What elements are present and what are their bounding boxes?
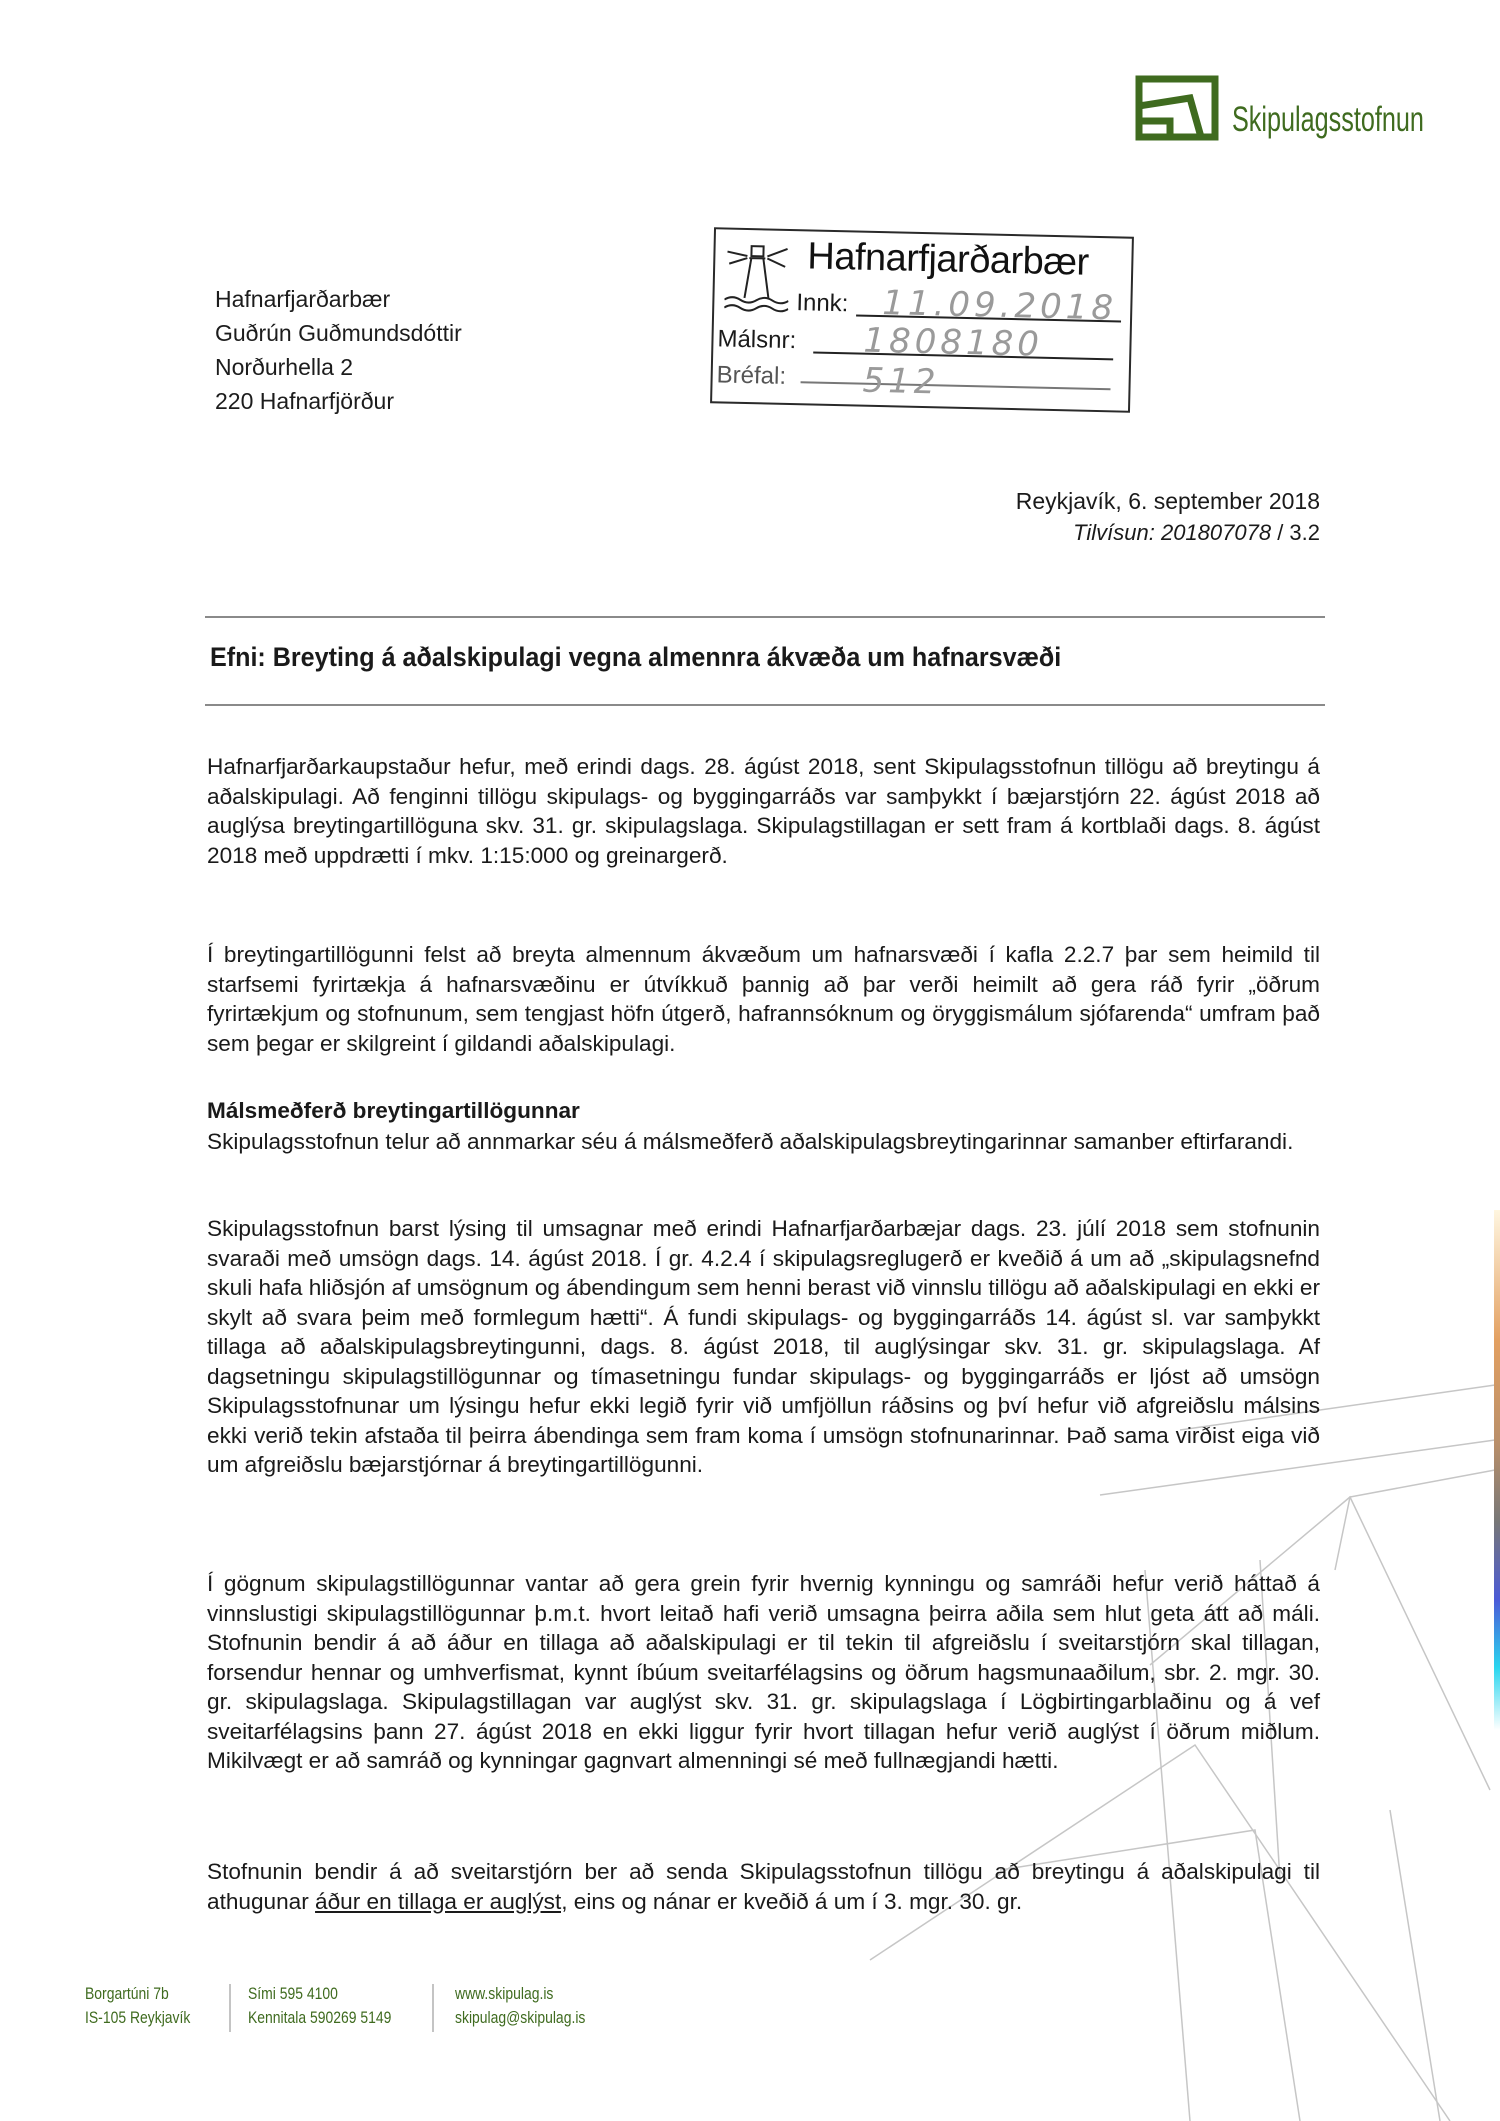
recipient-address: [215, 282, 462, 418]
paragraph-text: [207, 1857, 1320, 1916]
recipient-line: Hafnarfjarðarbær: [215, 286, 391, 312]
body-paragraph-6: [207, 1857, 1320, 1916]
subject-bottom-rule: [205, 704, 1325, 706]
paragraph-text: Skipulagsstofnun barst lýsing til umsagnar með erindi Hafnarfjarðarbæjar dags. 23. júlí 2018 sem stofnunin svaraði með umsögn dags. 14. ágúst 2018. Í gr. 4.2.4 í skipulagsreglugerð er kveðið á um að „skipulagsnefnd skuli hafa hliðsjón af umsögnum og ábendingum sem henni berast við vinnslu tillögu að aðalskipulagi en ekki er skylt að svara þeim með formlegum hætti“. Á fundi skipulags- og byggingarráðs 14. ágúst sl. var samþykkt tillaga að aðalskipulagsbreytingunni, dags. 8. ágúst 2018, til auglýsingar skv. 31. gr. skipulagslaga. Af dagsetningu skipulagstillögunnar og tímasetningu fundar skipulags- og byggingarráðs er ljóst að umsögn Skipulagsstofnunar um lýsingu hefur ekki legið fyrir við umfjöllun ráðsins og því hefur við afgreiðslu málsins ekki verið tekin afstaða til þeirra ábendinga sem fram koma í umsögn stofnunarinnar. Það sama virðist eiga við um afgreiðslu bæjarstjórnar á breytingartillögunni.: [207, 1216, 1320, 1477]
stamp-divider: [801, 381, 1111, 390]
stamp-innk-value: 11.09.2018: [881, 283, 1118, 329]
section-heading: Málsmeðferð breytingartillögunnar: [207, 1098, 580, 1123]
footer-address: [85, 1982, 190, 2030]
stamp-malsnr-label: Málsnr:: [717, 325, 797, 355]
paragraph-text: Skipulagsstofnun telur að annmarkar séu á málsmeðferð aðalskipulagsbreytingarinnar samanber eftirfarandi.: [207, 1129, 1294, 1154]
stamp-malsnr-value: 1808180: [863, 320, 1044, 365]
paragraph-text-part: Stofnunin bendir á að sveitarstjórn ber að senda Skipulagsstofnun tillögu að breytingu á aðalskipulagi til athugunar: [207, 1859, 1320, 1914]
body-paragraph-5: [207, 1569, 1320, 1776]
reference-suffix: / 3.2: [1271, 520, 1320, 545]
stamp-title: Hafnarfjarðarbær: [806, 235, 1090, 284]
body-paragraph-1: [207, 752, 1320, 870]
stamp-innk-label: Innk:: [796, 289, 849, 318]
subject-line: Efni: Breyting á aðalskipulagi vegna almennra ákvæða um hafnarsvæði: [210, 642, 1062, 672]
footer-separator: [432, 1984, 434, 2032]
stamp-brefal-label: Bréfal:: [716, 361, 787, 390]
paragraph-text: Hafnarfjarðarkaupstaður hefur, með erindi dags. 28. ágúst 2018, sent Skipulagsstofnun tillögu að breytingu á aðalskipulagi. Að fenginni tillögu skipulags- og byggingarráðs var samþykkt í bæjarstjórn 22. ágúst 2018 að auglýsa breytingartillöguna skv. 31. gr. skipulagslaga. Skipulagstillagan er sett fram á kortblaði dags. 8. ágúst 2018 með uppdrætti í mkv. 1:15:000 og greinargerð.: [207, 754, 1320, 868]
body-paragraph-3: [207, 1127, 1320, 1157]
received-stamp: [710, 227, 1134, 412]
paragraph-text-part: eins og nánar er kveðið á um í 3. mgr. 30. gr.: [567, 1888, 1023, 1914]
subject-top-rule: [205, 616, 1325, 618]
footer-separator: [229, 1984, 231, 2032]
body-paragraph-4: [207, 1214, 1320, 1480]
paragraph-text: Í gögnum skipulagstillögunnar vantar að gera grein fyrir hvernig kynningu og samráði hefur verið háttað á vinnslustigi skipulagstillögunnar þ.m.t. hvort leitað hafi verið umsagna þeirra aðila sem hlut geta átt að máli. Stofnunin bendir á að áður en tillaga að aðalskipulagi er til tekin til afgreiðslu í sveitarstjórn skal tillagan, forsendur hennar og umhverfismat, kynnt íbúum sveitarfélagsins og öðrum hagsmunaaðilum, sbr. 2. mgr. 30. gr. skipulagslaga. Skipulagstillagan var auglýst skv. 31. gr. skipulagslaga í Lögbirtingarblaðinu og á vef sveitarfélagsins þann 27. ágúst 2018 en ekki liggur fyrir hvort tillagan hefur verið auglýst í öðrum miðlum. Mikilvægt er að samráð og kynningar gagnvart almenningi sé með fullnægjandi hætti.: [207, 1571, 1320, 1773]
footer-contact: [248, 1982, 391, 2030]
paragraph-text: Í breytingartillögunni felst að breyta almennum ákvæðum um hafnarsvæði í kafla 2.2.7 þar sem heimild til starfsemi fyrirtækja á hafnarsvæðinu er útvíkkuð þannig að þar verði heimilt að gera ráð fyrir „öðrum fyrirtækjum og stofnunum, sem tengjast höfn útgerð, hafrannsóknum og öryggismálum sjófarenda“ umfram það sem þegar er skilgreint í gildandi aðalskipulagi.: [207, 942, 1320, 1056]
reference-label: Tilvísun: 201807078: [1073, 520, 1272, 545]
underlined-emphasis: áður en tillaga er auglýst,: [315, 1888, 568, 1914]
footer-kennitala: Kennitala 590269 5149: [248, 2008, 392, 2027]
skipulagsstofnun-logo-icon: [1135, 75, 1219, 141]
body-paragraph-2: [207, 940, 1320, 1058]
organization-name: Skipulagsstofnun: [1232, 100, 1424, 139]
footer-address-line: Borgartúni 7b: [85, 1984, 169, 2003]
footer-phone: Sími 595 4100: [248, 1984, 338, 2003]
recipient-line: 220 Hafnarfjörður: [215, 388, 394, 414]
footer-web: [455, 1982, 585, 2030]
footer-address-line: IS-105 Reykjavík: [85, 2008, 191, 2027]
recipient-line: Guðrún Guðmundsdóttir: [215, 320, 462, 346]
letter-date: Reykjavík, 6. september 2018: [1015, 488, 1320, 514]
footer-website-link[interactable]: www.skipulag.is: [455, 1984, 554, 2003]
stamp-brefal-value: 512: [862, 360, 940, 403]
recipient-line: Norðurhella 2: [215, 354, 354, 380]
lighthouse-icon: [724, 240, 790, 315]
reference-number: [1073, 520, 1320, 546]
footer-email-link[interactable]: skipulag@skipulag.is: [455, 2008, 586, 2027]
scan-edge-artifact: [1494, 1210, 1500, 1730]
